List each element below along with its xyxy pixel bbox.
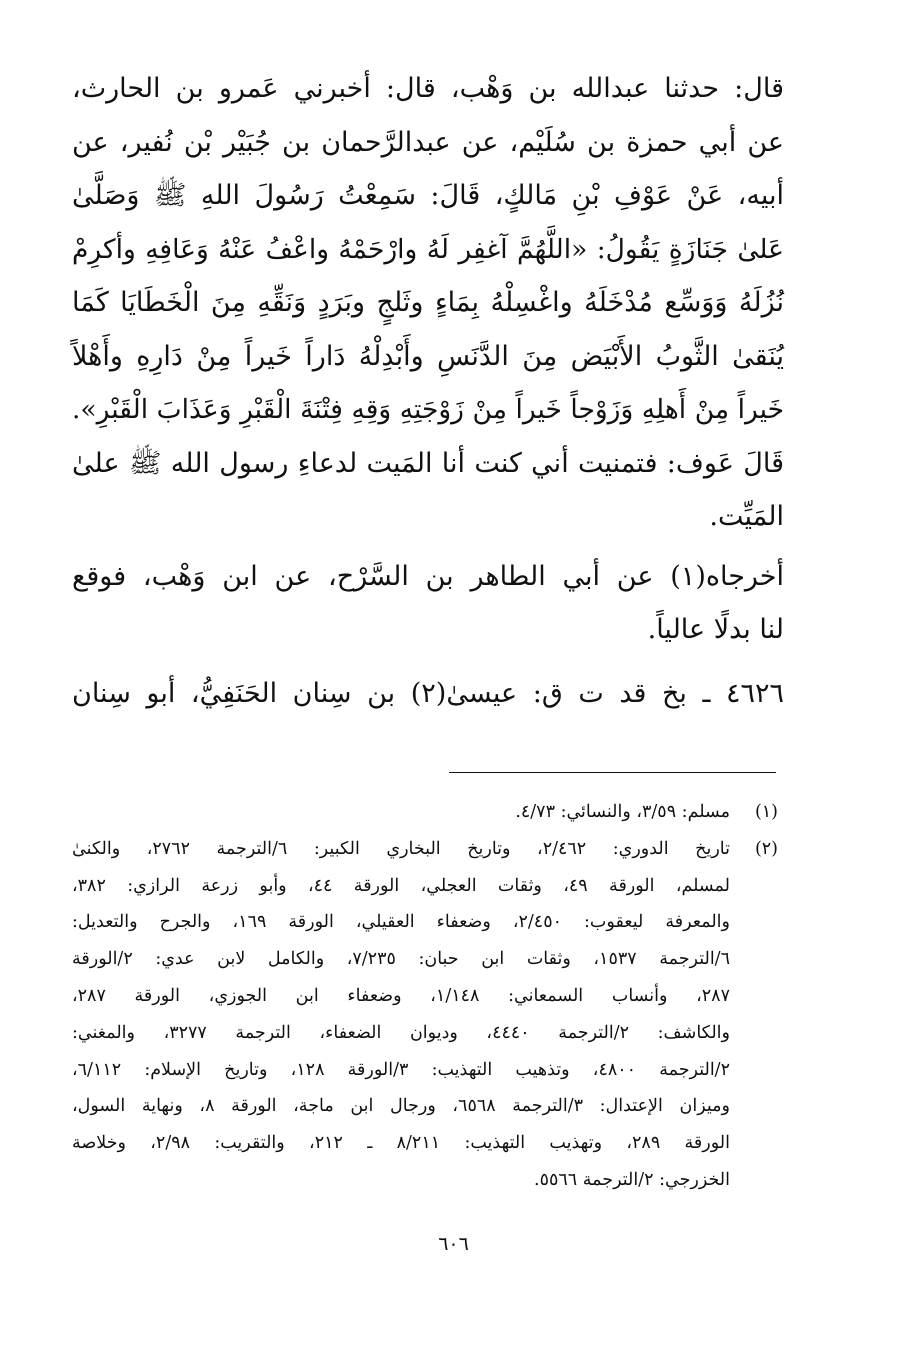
text-line: قَالَ عَوف: فتمنيت أني كنت أنا المَيت لدعاءِ رسول الله ﷺ علىٰ xyxy=(72,447,784,479)
page-number: ٦٠٦ xyxy=(438,1233,469,1255)
text-line: عن أبي حمزة بن سُلَيْم، عن عبدالرَّحمان بن جُبَيْر بْن نُفير، عن xyxy=(72,126,784,158)
text-line: أبيه، عَنْ عَوْفِ بْنِ مَالكٍ، قَالَ: سَمِعْتُ رَسُولَ اللهِ ﷺ وَصَلَّىٰ xyxy=(72,180,784,211)
footnote-line: لمسلم، الورقة ٤٩، وثقات العجلي، الورقة ٤٤، وأبو زرعة الرازي: ٣٨٢، xyxy=(72,875,730,896)
text-line: نُزُلَهُ وَوَسِّع مُدْخَلَهُ واغْسِلْهُ بِمَاءٍ وثَلجٍ وبَرَدٍ وَنَقِّهِ مِنَ الْخَطَايَا كَمَا xyxy=(72,287,784,318)
footnote-line: ٢/الترجمة ٤٨٠٠، وتذهيب التهذيب: ٣/الورقة ١٢٨، وتاريخ الإسلام: ٦/١١٢، xyxy=(72,1059,730,1080)
takhrij-paragraph xyxy=(72,550,784,657)
footnote-line: مسلم: ٣/٥٩، والنسائي: ٤/٧٣. xyxy=(515,802,730,822)
footnote-line: والمعرفة ليعقوب: ٢/٤٥٠، وضعفاء العقيلي، الورقة ١٦٩، والجرح والتعديل: xyxy=(72,912,730,933)
footnote-line: ٢٨٧، وأنساب السمعاني: ١/١٤٨، وضعفاء ابن الجوزي، الورقة ٢٨٧، xyxy=(72,985,730,1006)
footnote-2 xyxy=(72,831,784,1199)
biography-entry xyxy=(72,667,784,721)
footnote-line: الخزرجي: ٢/الترجمة ٥٥٦٦. xyxy=(534,1169,730,1190)
text-line: المَيِّت. xyxy=(709,501,784,532)
footnote-1 xyxy=(72,794,784,831)
footnote-line: الورقة ٢٨٩، وتهذيب التهذيب: ٨/٢١١ ـ ٢١٢، والتقريب: ٢/٩٨، وخلاصة xyxy=(72,1133,730,1154)
footnote-line: تاريخ الدوري: ٢/٤٦٢، وتاريخ البخاري الكبير: ٦/الترجمة ٢٧٦٢، والكنىٰ xyxy=(72,838,730,859)
hadith-paragraph xyxy=(72,62,784,544)
main-text xyxy=(72,62,784,720)
footnote-line: وميزان الإعتدال: ٣/الترجمة ٦٥٦٨، ورجال ابن ماجة، الورقة ٨، ونهاية السول، xyxy=(72,1096,730,1117)
footnote-number: (٢) xyxy=(754,838,778,859)
footnotes xyxy=(72,794,784,1199)
footnote-line: ٦/الترجمة ١٥٣٧، وثقات ابن حبان: ٧/٢٣٥، والكامل لابن عدي: ٢/الورقة xyxy=(72,949,730,970)
text-line: عَلىٰ جَنَازَةٍ يَقُولُ: «اللَّهُمَّ آغفِر لَهُ وارْحَمْهُ واعْفُ عَنْهُ وَعَافِهِ وأكرِمْ xyxy=(72,233,784,265)
text-line: لنا بدلًا عالياً. xyxy=(647,614,784,645)
footnote-number: (١) xyxy=(754,802,778,822)
text-line: خَيراً مِنْ أَهلِهِ وَزَوْجاً خَيراً مِنْ زَوْجَتِهِ وَقِهِ فِتْنَةَ الْقَبْرِ وَعَذَابَ الْقَبْرِ». xyxy=(72,394,784,425)
footnote-line: والكاشف: ٢/الترجمة ٤٤٤٠، وديوان الضعفاء، الترجمة ٣٢٧٧، والمغني: xyxy=(72,1022,730,1043)
text-line: يُنَقىٰ الثَّوبُ الأَبْيَض مِنَ الدَّنَسِ وأَبْدِلْهُ دَاراً خَيراً مِنْ دَارِهِ وأَهْلاً xyxy=(72,340,784,372)
entry-heading: ٤٦٢٦ ـ بخ قد ت ق: عيسىٰ(٢) بن سِنان الحَنَفِيُّ، أبو سِنان xyxy=(72,677,785,709)
text-line: أخرجاه(١) عن أبي الطاهر بن السَّرْح، عن ابن وَهْب، فوقع xyxy=(72,560,784,592)
footnote-divider xyxy=(449,772,776,773)
text-line: قال: حدثنا عبدالله بن وَهْب، قال: أخبرني عَمرو بن الحارث، xyxy=(72,73,784,104)
